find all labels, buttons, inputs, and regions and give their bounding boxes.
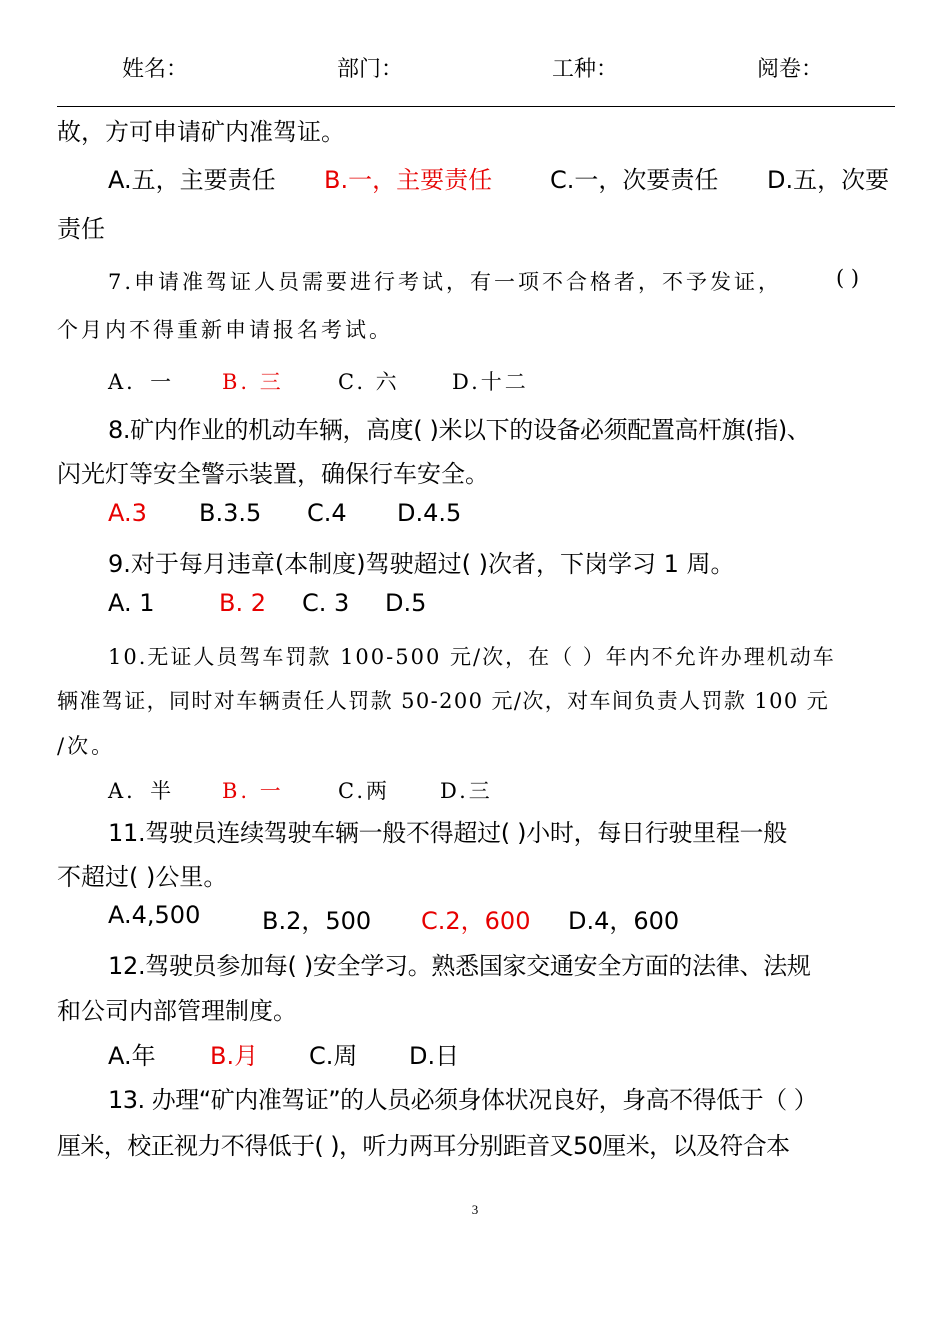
q12-option-c: C.周 (309, 1042, 358, 1070)
q8-option-a-answer: A.3 (108, 499, 147, 527)
q9-option-c: C. 3 (302, 589, 350, 617)
q12-text-line1: 12.驾驶员参加每( )安全学习。熟悉国家交通安全方面的法律、法规 (108, 952, 811, 980)
q11-option-d: D.4，600 (568, 907, 680, 935)
q12-text-line2: 和公司内部管理制度。 (57, 997, 297, 1025)
job-type-label: 工种： (552, 57, 619, 82)
q7-option-c: C. 六 (338, 370, 400, 394)
q12-option-b-answer: B.月 (210, 1042, 259, 1070)
q11-option-c-answer: C.2，600 (421, 907, 531, 935)
department-label: 部门： (337, 57, 404, 82)
q13-text-line2: 厘米，校正视力不得低于( )，听力两耳分别距音叉50厘米，以及符合本 (57, 1132, 790, 1160)
q10-text-line1: 10.无证人员驾车罚款 100-500 元/次，在（ ）年内不允许办理机动车 (108, 645, 836, 669)
q8-option-d: D.4.5 (397, 499, 462, 527)
page-number: 3 (471, 1202, 479, 1217)
header-rule (57, 106, 895, 107)
q8-text-line2: 闪光灯等安全警示装置，确保行车安全。 (57, 460, 489, 488)
q10-option-d: D.三 (440, 779, 493, 803)
q10-text-line3: /次。 (57, 734, 116, 758)
q8-text-line1: 8.矿内作业的机动车辆，高度( )米以下的设备必须配置高杆旗(指)、 (108, 416, 811, 444)
q12-option-d: D.日 (409, 1042, 460, 1070)
q6-option-d: D.五，次要 (767, 166, 890, 194)
q9-option-a: A. 1 (108, 589, 155, 617)
q10-option-a: A．半 (108, 779, 175, 803)
q6-continuation: 故，方可申请矿内准驾证。 (57, 118, 345, 146)
q9-option-b-answer: B. 2 (219, 589, 266, 617)
exam-header (0, 52, 950, 92)
q10-text-line2: 辆准驾证，同时对车辆责任人罚款 50-200 元/次，对车间负责人罚款 100 元 (57, 689, 830, 713)
q8-option-b: B.3.5 (199, 499, 262, 527)
q6-option-a: A.五，主要责任 (108, 166, 276, 194)
q13-text-line1: 13. 办理“矿内准驾证”的人员必须身体状况良好，身高不得低于（ ） (108, 1086, 818, 1114)
q10-option-b-answer: B. 一 (222, 779, 284, 803)
q11-text-line1: 11.驾驶员连续驾驶车辆一般不得超过( )小时，每日行驶里程一般 (108, 819, 787, 847)
q11-option-a: A.4,500 (108, 901, 201, 929)
q6-option-d-wrap: 责任 (57, 215, 105, 243)
q9-option-d: D.5 (385, 589, 427, 617)
grader-label: 阅卷： (757, 57, 824, 82)
q7-option-b-answer: B. 三 (222, 370, 284, 394)
q7-option-a: A．一 (108, 370, 175, 394)
name-label: 姓名： (122, 57, 189, 82)
q6-option-b-answer: B.一，主要责任 (324, 166, 493, 194)
q7-text-line1: 7.申请准驾证人员需要进行考试，有一项不合格者，不予发证， (108, 270, 783, 294)
q7-option-d: D.十二 (452, 370, 529, 394)
q6-option-c: C.一，次要责任 (550, 166, 719, 194)
q11-option-b: B.2，500 (262, 907, 372, 935)
q8-option-c: C.4 (307, 499, 347, 527)
q11-text-line2: 不超过( )公里。 (57, 863, 228, 891)
q10-option-c: C.两 (338, 779, 390, 803)
q7-blank: ( ) (836, 266, 860, 290)
q12-option-a: A.年 (108, 1042, 156, 1070)
q9-text: 9.对于每月违章(本制度)驾驶超过( )次者，下岗学习 1 周。 (108, 550, 735, 578)
q7-text-line2: 个月内不得重新申请报名考试。 (57, 318, 393, 342)
